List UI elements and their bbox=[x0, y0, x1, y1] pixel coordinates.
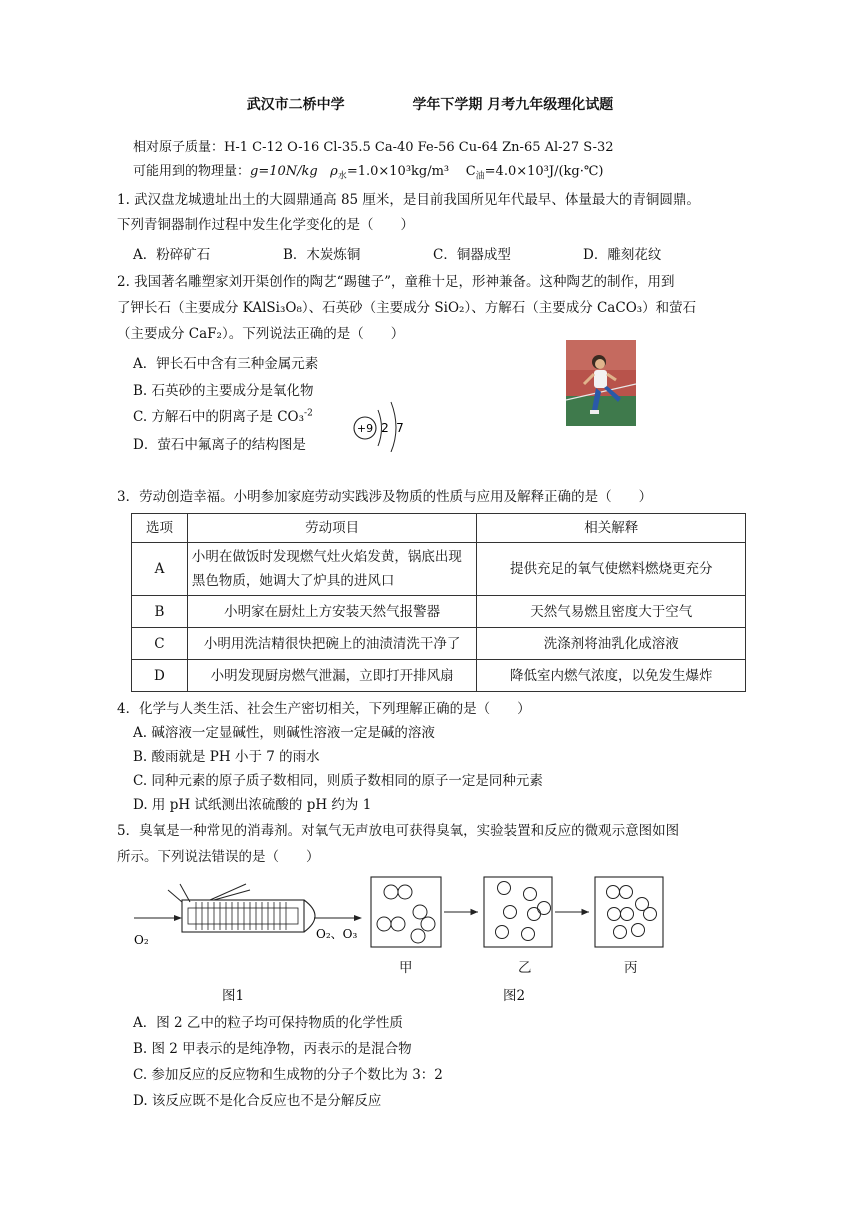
box-label-bing: 丙 bbox=[624, 960, 638, 976]
row-b-explain: 天然气易燃且密度大于空气 bbox=[477, 596, 746, 628]
exam-title bbox=[0, 93, 860, 117]
q2-option-b: B. 石英砂的主要成分是氧化物 bbox=[133, 383, 314, 399]
coil-windings bbox=[196, 902, 286, 930]
c-sub: 油 bbox=[475, 171, 485, 182]
q5-option-c: C. 参加反应的反应物和生成物的分子个数比为 3：2 bbox=[133, 1067, 443, 1083]
inlet-arrowhead bbox=[174, 915, 182, 921]
figurine-photo-drawing bbox=[566, 340, 636, 426]
row-a-option: A bbox=[132, 543, 188, 596]
q2-option-c-text: C. 方解石中的阴离子是 CO₃ bbox=[133, 409, 305, 425]
q5-line2: 所示。下列说法错误的是（ ） bbox=[117, 849, 320, 865]
shell-1-electrons: 2 bbox=[381, 421, 389, 435]
gravity-constant: g=10N/kg bbox=[250, 164, 318, 179]
row-c-option: C bbox=[132, 628, 188, 660]
q2-line3: （主要成分 CaF₂）。下列说法正确的是（ ） bbox=[117, 326, 405, 342]
rho-label: ρ bbox=[330, 164, 338, 179]
q4-option-c: C. 同种元素的原子质子数相同，则质子数相同的原子一定是同种元素 bbox=[133, 773, 543, 789]
electrode-wire-3 bbox=[210, 884, 246, 900]
outlet-arrowhead bbox=[354, 915, 362, 921]
rho-value: =1.0×10³kg/m³ bbox=[346, 164, 450, 179]
rho-sub: 水 bbox=[337, 171, 347, 182]
row-c-explain: 洗涤剂将油乳化成溶液 bbox=[477, 628, 746, 660]
shell-2-electrons: 7 bbox=[396, 421, 404, 435]
row-d-explain: 降低室内燃气浓度，以免发生爆炸 bbox=[477, 660, 746, 692]
ozone-apparatus-diagram bbox=[130, 870, 380, 950]
q1-line2: 下列青铜器制作过程中发生化学变化的是（ ） bbox=[117, 217, 414, 233]
school-name: 武汉市二桥中学 bbox=[246, 97, 345, 113]
physics-constants bbox=[133, 160, 603, 184]
box-label-jia: 甲 bbox=[399, 960, 413, 976]
fig1-caption: 图1 bbox=[222, 988, 245, 1004]
figurine-photo bbox=[566, 340, 636, 426]
q1-option-c: C．铜器成型 bbox=[433, 247, 511, 263]
table-row bbox=[132, 543, 746, 596]
row-a-explain: 提供充足的氧气使燃料燃烧更充分 bbox=[477, 543, 746, 596]
fig2-caption: 图2 bbox=[503, 988, 526, 1004]
molecule-boxes-diagram bbox=[368, 874, 668, 954]
table-row bbox=[132, 660, 746, 692]
box-jia bbox=[371, 877, 441, 947]
box-bing bbox=[595, 877, 663, 947]
c-value: =4.0×10³J/(kg·℃) bbox=[484, 164, 604, 179]
inner-tube bbox=[188, 908, 298, 924]
q4-option-b: B. 酸雨就是 PH 小于 7 的雨水 bbox=[133, 749, 320, 765]
table-row bbox=[132, 596, 746, 628]
box-yi bbox=[484, 877, 552, 947]
tube-end bbox=[304, 900, 315, 932]
q5-option-a: A．图 2 乙中的粒子均可保持物质的化学性质 bbox=[133, 1015, 403, 1031]
term-title: 学年下学期 月考九年级理化试题 bbox=[412, 97, 614, 113]
box-bing-molecules bbox=[607, 886, 657, 939]
carbonate-charge: -2 bbox=[304, 408, 313, 419]
q4-option-d: D. 用 pH 试纸测出浓硫酸的 pH 约为 1 bbox=[133, 797, 372, 813]
atomic-masses: 相对原子质量：H-1 C-12 O-16 Cl-35.5 Ca-40 Fe-56 Cu-64 Zn-65 Al-27 S-32 bbox=[133, 140, 614, 155]
q2-option-a: A．钾长石中含有三种金属元素 bbox=[133, 356, 319, 372]
q5-line1: 5．臭氧是一种常见的消毒剂。对氧气无声放电可获得臭氧，实验装置和反应的微观示意图如图 bbox=[117, 823, 680, 839]
q1-option-d: D．雕刻花纹 bbox=[583, 247, 662, 263]
electrode-wire-2 bbox=[180, 884, 190, 902]
table-row bbox=[132, 628, 746, 660]
q5-option-b: B. 图 2 甲表示的是纯净物，丙表示的是混合物 bbox=[133, 1041, 412, 1057]
box-label-yi: 乙 bbox=[518, 960, 532, 976]
physics-prefix: 可能用到的物理量： bbox=[133, 164, 251, 179]
row-b-item: 小明家在厨灶上方安装天然气报警器 bbox=[187, 596, 477, 628]
col-header-option: 选项 bbox=[132, 514, 188, 543]
box-jia-molecules bbox=[377, 885, 435, 943]
row-d-item: 小明发现厨房燃气泄漏，立即打开排风扇 bbox=[187, 660, 477, 692]
row-d-option: D bbox=[132, 660, 188, 692]
q2-option-c bbox=[133, 405, 313, 429]
row-b-option: B bbox=[132, 596, 188, 628]
q3-table bbox=[131, 513, 746, 692]
q4-stem: 4．化学与人类生活、社会生产密切相关，下列理解正确的是（ ） bbox=[117, 701, 531, 717]
q3-stem: 3．劳动创造幸福。小明参加家庭劳动实践涉及物质的性质与应用及解释正确的是（ ） bbox=[117, 489, 653, 505]
q1-options bbox=[133, 243, 733, 267]
electrode-wire-4 bbox=[214, 890, 250, 900]
q2-line2: 了钾长石（主要成分 KAlSi₃O₈）、石英砂（主要成分 SiO₂）、方解石（主要成分 CaCO₃）和萤石 bbox=[117, 300, 697, 316]
box-yi-molecules bbox=[496, 882, 551, 941]
electrode-wire-1 bbox=[168, 890, 182, 902]
q2-option-d: D．萤石中氟离子的结构图是 bbox=[133, 437, 306, 453]
q5-option-d: D. 该反应既不是化合反应也不是分解反应 bbox=[133, 1093, 382, 1109]
q1-option-a: A．粉碎矿石 bbox=[133, 247, 211, 263]
inlet-label: O₂ bbox=[134, 933, 149, 947]
outlet-label: O₂、O₃ bbox=[316, 927, 358, 941]
row-a-item: 小明在做饭时发现燃气灶火焰发黄，锅底出现黑色物质，她调大了炉具的进风口 bbox=[187, 543, 477, 596]
q4-option-a: A. 碱溶液一定显碱性，则碱性溶液一定是碱的溶液 bbox=[133, 725, 435, 741]
col-header-item: 劳动项目 bbox=[187, 514, 477, 543]
fluoride-ion-diagram bbox=[345, 392, 415, 452]
c-label: C bbox=[465, 164, 476, 179]
nucleus-charge: +9 bbox=[356, 422, 374, 435]
row-c-item: 小明用洗洁精很快把碗上的油渍清洗干净了 bbox=[187, 628, 477, 660]
q2-line1: 2. 我国著名雕塑家刘开渠创作的陶艺“踢毽子”，童稚十足，形神兼备。这种陶艺的制作，用到 bbox=[117, 274, 675, 290]
table-header-row bbox=[132, 514, 746, 543]
q1-line1: 1. 武汉盘龙城遗址出土的大圆鼎通高 85 厘米，是目前我国所见年代最早、体量最大的青铜圆鼎。 bbox=[117, 192, 700, 208]
q1-option-b: B．木炭炼铜 bbox=[283, 247, 361, 263]
col-header-explain: 相关解释 bbox=[477, 514, 746, 543]
